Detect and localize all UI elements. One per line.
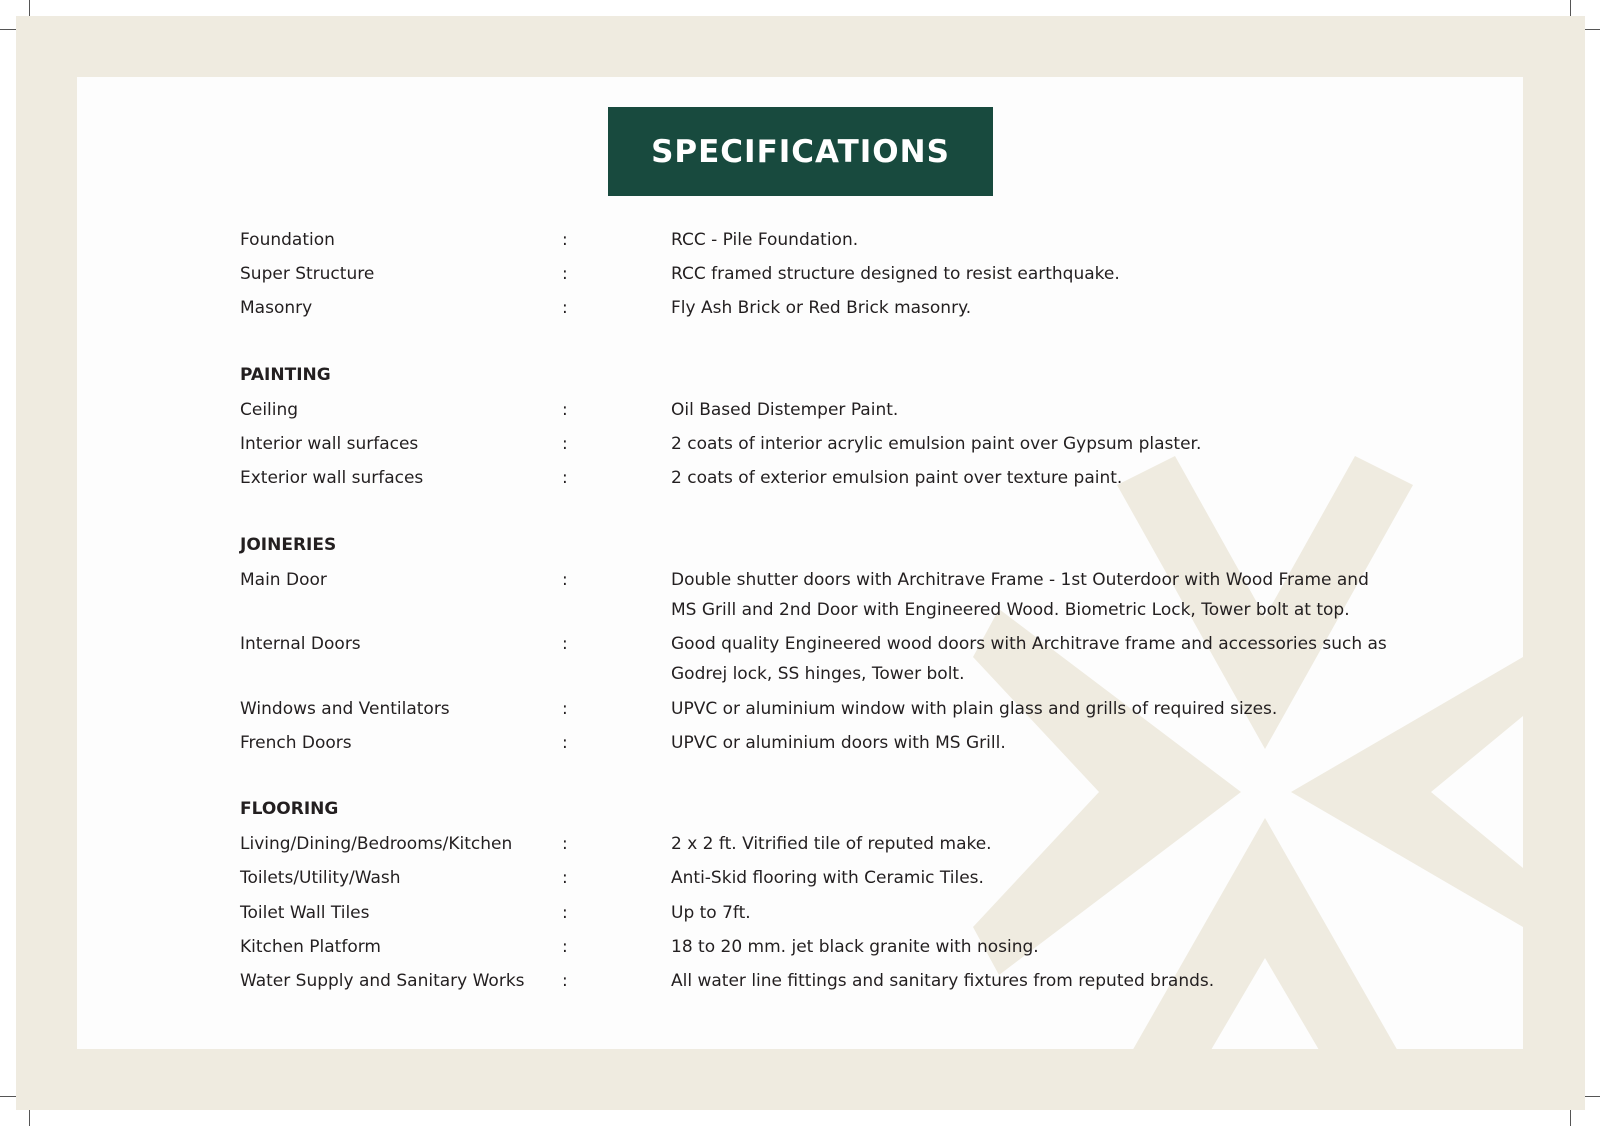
spec-label: Living/Dining/Bedrooms/Kitchen [240,834,513,854]
spec-label: French Doors [240,733,352,753]
spec-label: Toilet Wall Tiles [240,903,370,923]
spec-value-line: 18 to 20 mm. jet black granite with nosing. [671,937,1039,957]
spec-value [671,829,1371,859]
spec-value-line: RCC framed structure designed to resist earthquake. [671,264,1120,284]
spec-label: Interior wall surfaces [240,434,419,454]
spec-row [77,463,1523,493]
spec-colon: : [562,971,568,991]
spec-colon: : [562,468,568,488]
section-heading-joineries: JOINERIES [240,535,337,555]
spec-value [671,932,1371,962]
spec-row [77,863,1523,893]
spec-value [671,259,1371,289]
spec-value [671,629,1387,689]
spec-value-line: Double shutter doors with Architrave Frame - 1st Outerdoor with Wood Frame and [671,570,1369,590]
spec-value [671,863,1371,893]
spec-label: Water Supply and Sanitary Works [240,971,525,991]
crop-mark [1570,0,1571,16]
spec-label: Kitchen Platform [240,937,381,957]
spec-value-line: Fly Ash Brick or Red Brick masonry. [671,298,972,318]
spec-row [77,293,1523,323]
spec-value-line: Up to 7ft. [671,903,751,923]
crop-mark [29,1110,30,1126]
spec-label: Windows and Ventilators [240,699,450,719]
spec-colon: : [562,733,568,753]
spec-value-line: 2 coats of exterior emulsion paint over texture paint. [671,468,1123,488]
spec-value [671,463,1371,493]
spec-colon: : [562,937,568,957]
spec-value [671,966,1371,996]
spec-colon: : [562,868,568,888]
spec-value-line: Oil Based Distemper Paint. [671,400,899,420]
spec-value [671,728,1371,758]
spec-colon: : [562,903,568,923]
spec-value-line: All water line fittings and sanitary fixtures from reputed brands. [671,971,1215,991]
page-frame [16,16,1585,1110]
content-page [77,77,1523,1049]
spec-colon: : [562,634,568,654]
spec-value-line: UPVC or aluminium window with plain glass and grills of required sizes. [671,699,1278,719]
spec-row [77,694,1523,724]
spec-value [671,565,1371,625]
spec-label: Toilets/Utility/Wash [240,868,401,888]
spec-colon: : [562,298,568,318]
spec-label: Main Door [240,570,327,590]
crop-mark [0,29,16,30]
spec-value-line: Good quality Engineered wood doors with Architrave frame and accessories such as [671,634,1387,654]
spec-value-line: UPVC or aluminium doors with MS Grill. [671,733,1006,753]
crop-mark [1585,1096,1600,1097]
spec-value-line: MS Grill and 2nd Door with Engineered Wood. Biometric Lock, Tower bolt at top. [671,600,1350,620]
spec-row [77,395,1523,425]
spec-label: Foundation [240,230,335,250]
spec-value-line: 2 x 2 ft. Vitrified tile of reputed make. [671,834,992,854]
spec-row [77,898,1523,928]
crop-mark [0,1096,16,1097]
spec-label: Ceiling [240,400,299,420]
spec-row [77,966,1523,996]
spec-value-line: Godrej lock, SS hinges, Tower bolt. [671,664,965,684]
spec-row [77,728,1523,758]
section-heading-flooring: FLOORING [240,799,339,819]
spec-row [77,259,1523,289]
spec-value-line: RCC - Pile Foundation. [671,230,859,250]
spec-row [77,629,1523,689]
spec-row [77,429,1523,459]
spec-colon: : [562,570,568,590]
spec-row [77,225,1523,255]
spec-value [671,898,1371,928]
spec-value-line: Anti-Skid flooring with Ceramic Tiles. [671,868,984,888]
spec-colon: : [562,264,568,284]
spec-row [77,932,1523,962]
spec-colon: : [562,434,568,454]
spec-label: Internal Doors [240,634,361,654]
spec-colon: : [562,699,568,719]
spec-value [671,429,1371,459]
spec-colon: : [562,834,568,854]
crop-mark [1570,1110,1571,1126]
crop-mark [29,0,30,16]
spec-value [671,225,1371,255]
spec-value [671,395,1371,425]
spec-label: Masonry [240,298,313,318]
page-title: SPECIFICATIONS [651,133,950,170]
spec-row [77,565,1523,625]
spec-colon: : [562,400,568,420]
spec-label: Super Structure [240,264,375,284]
spec-row [77,829,1523,859]
spec-value [671,694,1371,724]
spec-label: Exterior wall surfaces [240,468,424,488]
spec-colon: : [562,230,568,250]
spec-value-line: 2 coats of interior acrylic emulsion paint over Gypsum plaster. [671,434,1202,454]
section-heading-painting: PAINTING [240,365,331,385]
crop-mark [1585,29,1600,30]
title-banner [608,107,993,196]
spec-value [671,293,1371,323]
